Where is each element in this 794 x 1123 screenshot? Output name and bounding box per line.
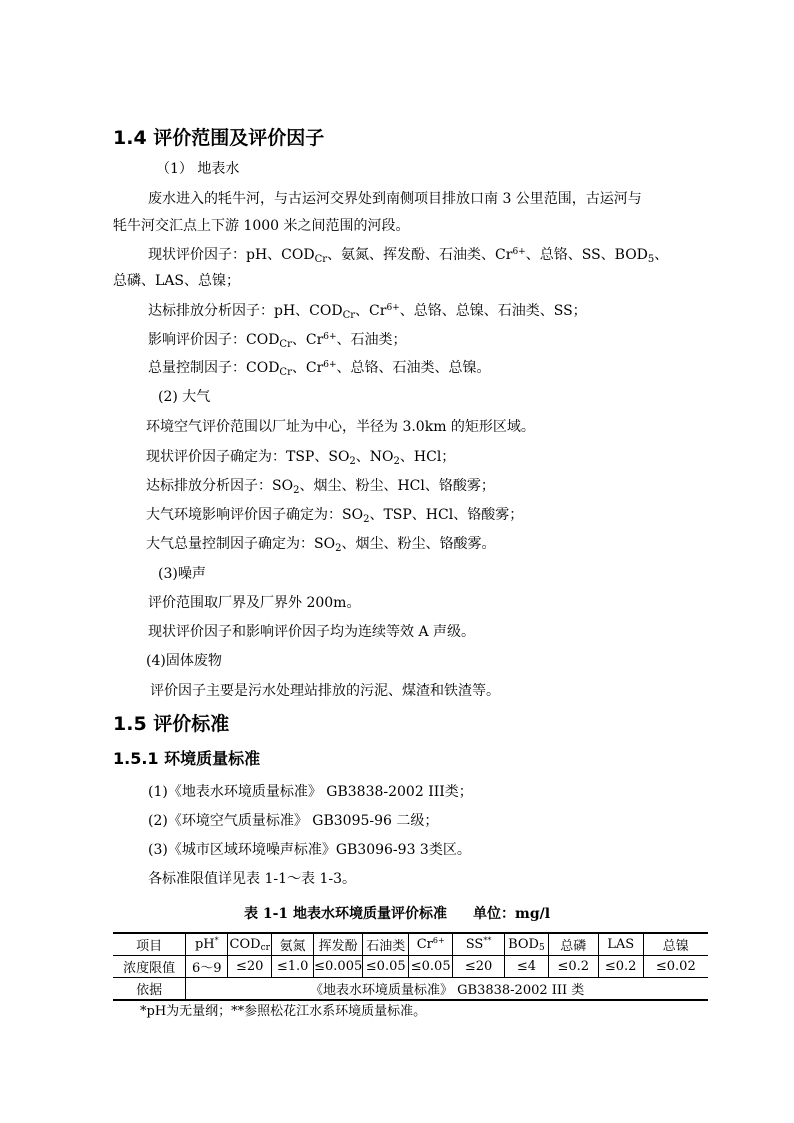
header-ss: SS** xyxy=(453,933,505,956)
limit-las: ≤0.2 xyxy=(598,956,643,978)
noise-factor: 现状评价因子和影响评价因子均为连续等效 A 声级。 xyxy=(148,624,476,640)
table-unit: 单位：mg/l xyxy=(473,906,551,922)
water-standard-table xyxy=(113,932,708,1001)
limit-cod: ≤20 xyxy=(228,956,272,978)
table-footnote: *pH为无量纲；**参照松花江水系环境质量标准。 xyxy=(140,1004,427,1019)
surface-water-heading: （1） 地表水 xyxy=(156,161,240,177)
limits-label: 浓度限值 xyxy=(113,956,186,978)
table-limits-row xyxy=(113,956,708,978)
header-oil: 石油类 xyxy=(363,933,409,956)
water-current-factors-line-2: 总磷、LAS、总镍； xyxy=(113,273,240,289)
header-bod: $BOD_5$ xyxy=(504,933,548,956)
standard-item-2: (2)《环境空气质量标准》 GB3095-96 二级； xyxy=(148,813,439,829)
air-impact-factors: 大气环境影响评价因子确定为：$SO_2$、TSP、HCl、铬酸雾； xyxy=(146,507,524,525)
water-impact-factors: 影响评价因子：$COD_{Cr}$、$Cr^{6+}$、石油类； xyxy=(148,332,407,350)
header-las: LAS xyxy=(598,933,643,956)
limit-ph: 6～9 xyxy=(186,956,228,978)
table-basis-row xyxy=(113,978,708,1001)
header-cr6: $Cr^{6+}$ xyxy=(409,933,453,956)
limit-tp: ≤0.2 xyxy=(548,956,598,978)
header-item: 项目 xyxy=(113,933,186,956)
header-cod: $COD_{cr}$ xyxy=(228,933,272,956)
basis-label: 依据 xyxy=(113,978,186,1001)
header-ammonia: 氨氮 xyxy=(272,933,314,956)
solid-waste-factor: 评价因子主要是污水处理站排放的污泥、煤渣和铁渣等。 xyxy=(150,683,500,699)
header-ni: 总镍 xyxy=(643,933,708,956)
solid-waste-heading: (4)固体废物 xyxy=(146,653,222,669)
water-range-line-1: 废水进入的牦牛河，与古运河交界处到南侧项目排放口南 3 公里范围，古运河与 xyxy=(148,191,642,207)
limit-ni: ≤0.02 xyxy=(643,956,708,978)
noise-range: 评价范围取厂界及厂界外 200m。 xyxy=(148,595,361,611)
header-phenol: 挥发酚 xyxy=(314,933,363,956)
noise-heading: (3)噪声 xyxy=(158,566,206,582)
air-discharge-factors: 达标排放分析因子：$SO_2$、烟尘、粉尘、HCl、铬酸雾； xyxy=(146,478,495,496)
limit-bod: ≤4 xyxy=(504,956,548,978)
limit-ss: ≤20 xyxy=(453,956,505,978)
section-1-5-1-title: 1.5.1 环境质量标准 xyxy=(113,749,261,768)
air-total-control-factors: 大气总量控制因子确定为：$SO_2$、烟尘、粉尘、铬酸雾。 xyxy=(146,536,496,554)
table-caption: 表 1-1 地表水环境质量评价标准 单位：mg/l xyxy=(243,906,551,922)
limit-oil: ≤0.05 xyxy=(363,956,409,978)
water-range-line-2: 牦牛河交汇点上下游 1000 米之间范围的河段。 xyxy=(113,218,410,234)
air-heading: (2) 大气 xyxy=(158,389,211,405)
limit-phenol: ≤0.005 xyxy=(314,956,363,978)
limit-ammonia: ≤1.0 xyxy=(272,956,314,978)
basis-value: 《地表水环境质量标准》 GB3838-2002 III 类 xyxy=(186,978,708,1001)
water-current-factors: 现状评价因子：pH、$COD_{Cr}$、氨氮、挥发酚、石油类、$Cr^{6+}$、总铬、SS、$BOD_5$、 xyxy=(148,247,669,265)
water-discharge-factors: 达标排放分析因子：pH、$COD_{Cr}$、$Cr^{6+}$、总铬、总镍、石油类、SS； xyxy=(148,303,587,321)
limits-reference: 各标准限值详见表 1-1～表 1-3。 xyxy=(148,871,356,887)
header-ph: pH* xyxy=(186,933,228,956)
section-1-4-title: 1.4 评价范围及评价因子 xyxy=(113,127,325,149)
section-1-5-title: 1.5 评价标准 xyxy=(113,713,230,735)
standard-item-3: (3)《城市区域环境噪声标准》GB3096-93 3类区。 xyxy=(148,842,471,858)
air-current-factors: 现状评价因子确定为：TSP、$SO_2$、$NO_2$、HCl； xyxy=(146,449,456,467)
limit-cr6: ≤0.05 xyxy=(409,956,453,978)
header-tp: 总磷 xyxy=(548,933,598,956)
standard-item-1: (1)《地表水环境质量标准》 GB3838-2002 III类； xyxy=(148,784,473,800)
table-header-row xyxy=(113,933,708,956)
air-range: 环境空气评价范围以厂址为中心，半径为 3.0km 的矩形区域。 xyxy=(146,419,535,435)
water-total-control-factors: 总量控制因子：$COD_{Cr}$、$Cr^{6+}$、总铬、石油类、总镍。 xyxy=(148,360,491,378)
